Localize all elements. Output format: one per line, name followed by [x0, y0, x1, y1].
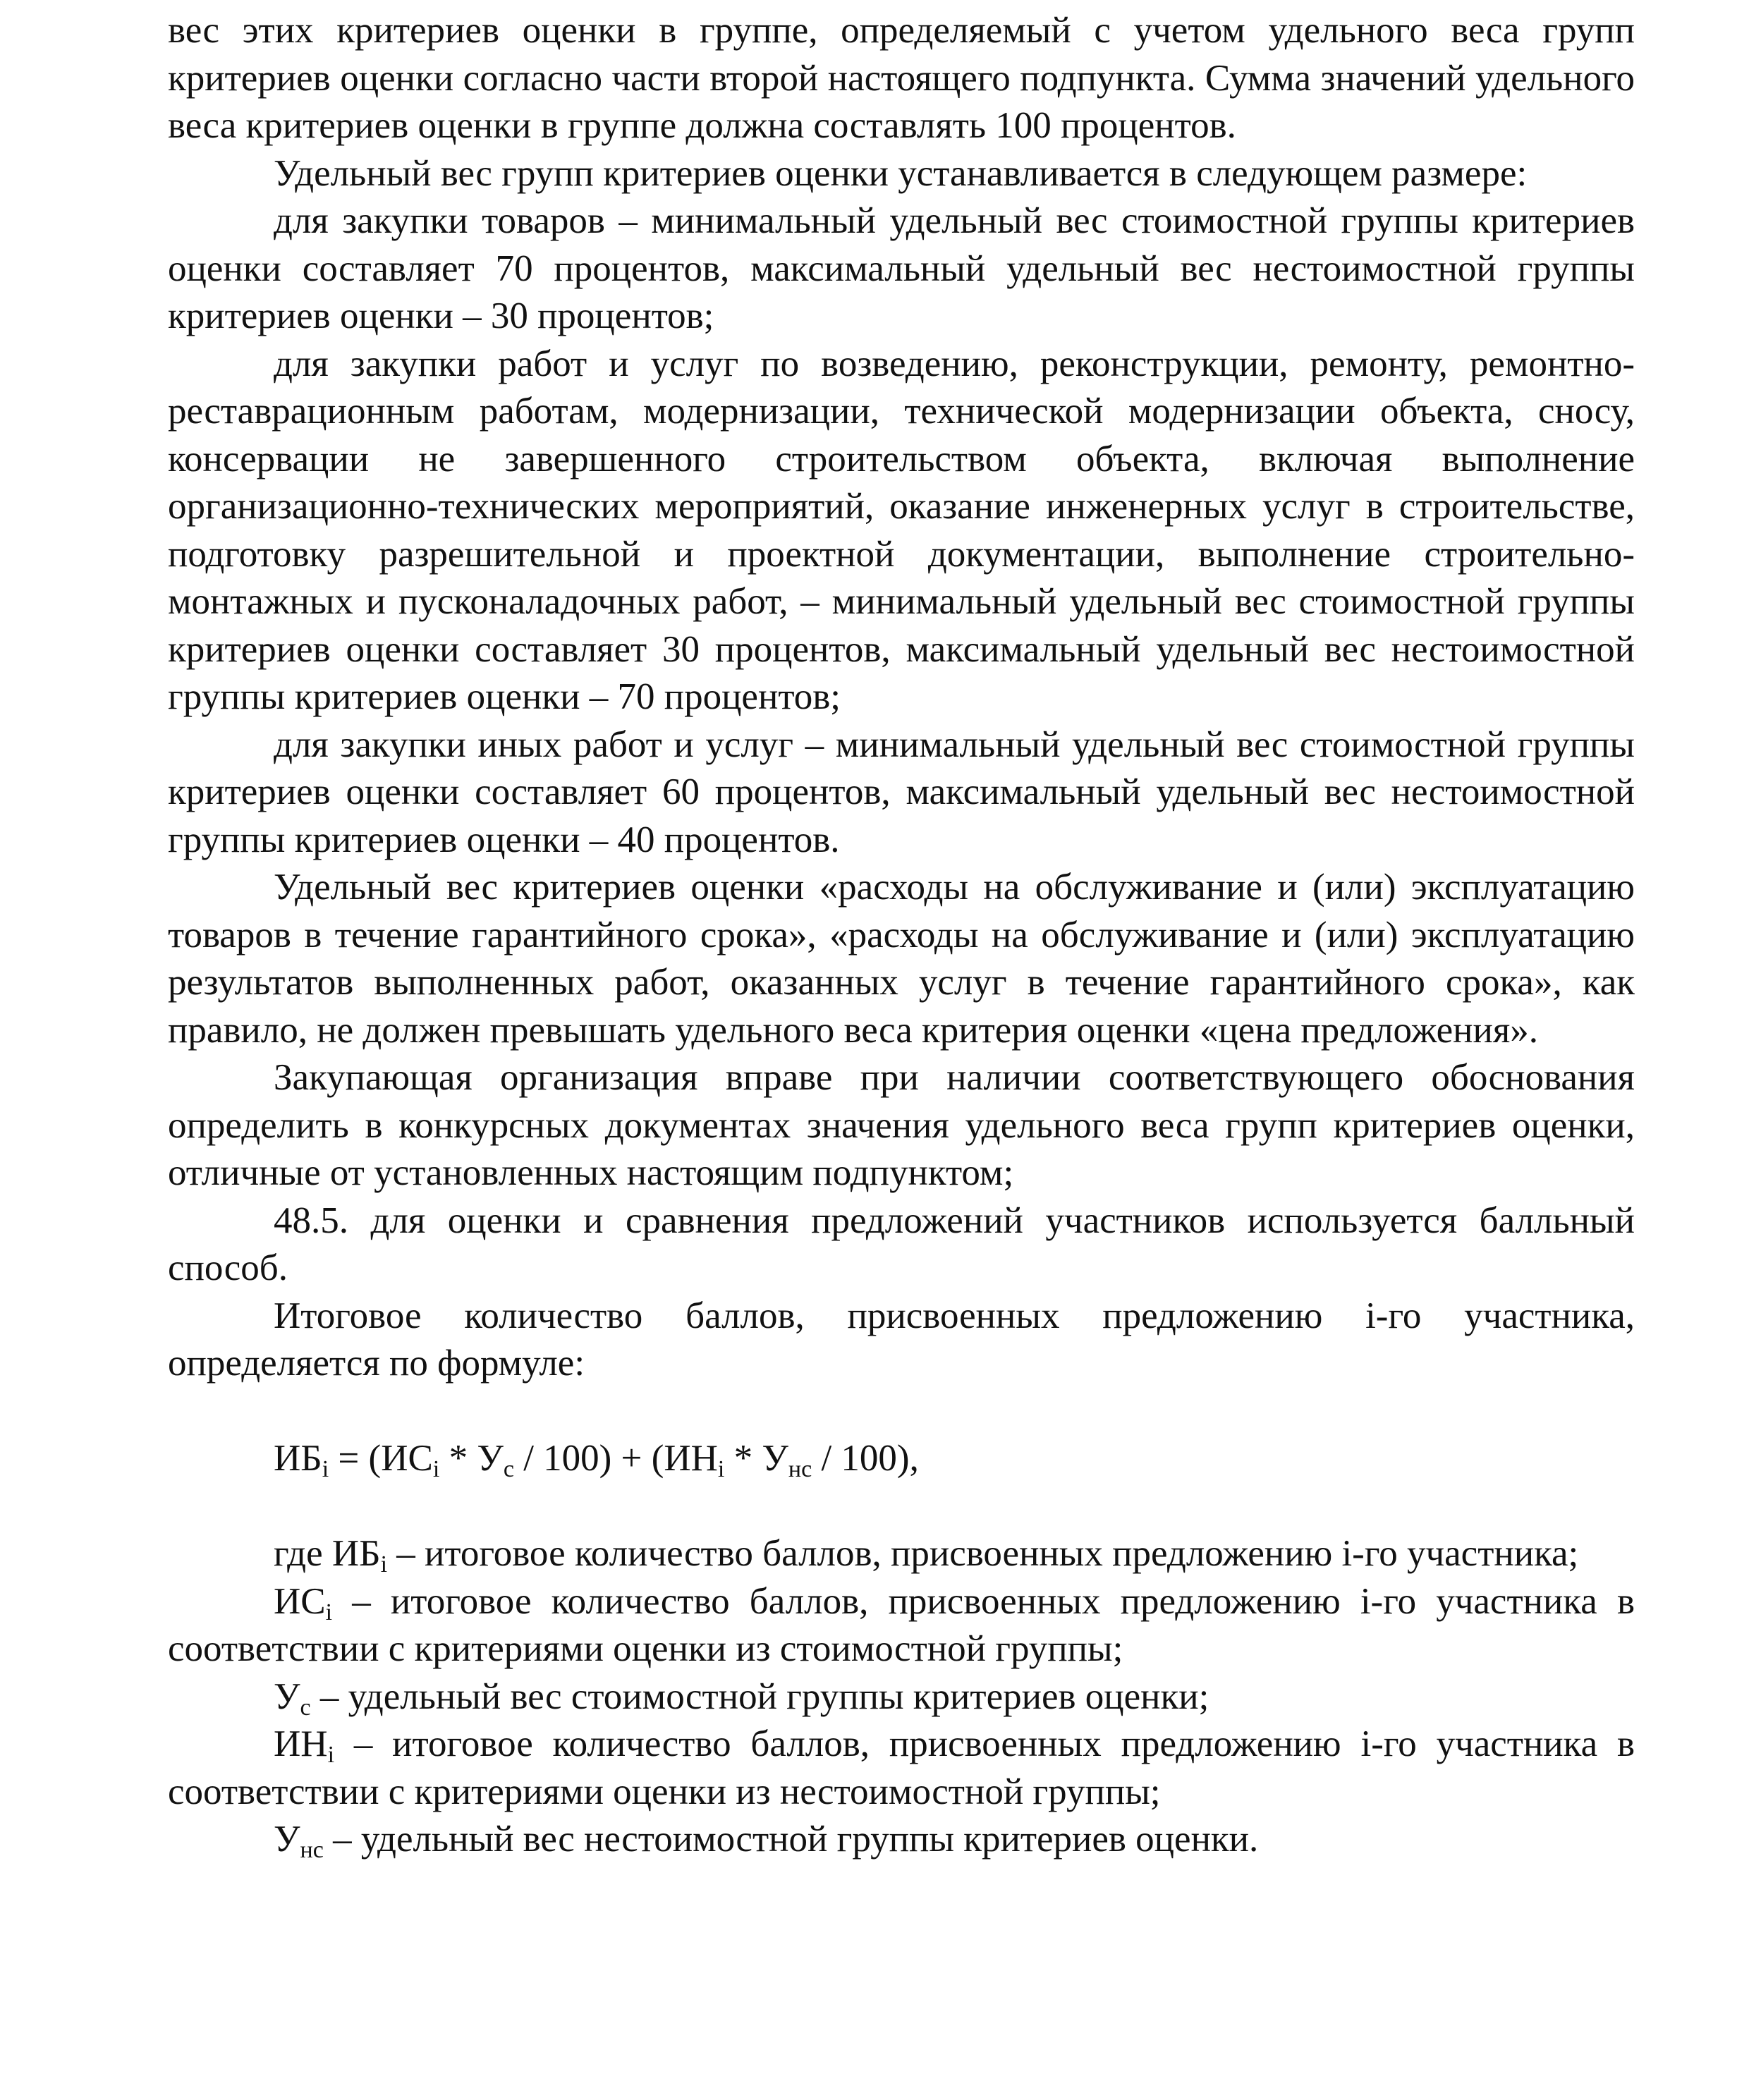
formula-is-subscript: i	[432, 1455, 440, 1482]
definition-symbol: ИН	[274, 1723, 328, 1764]
formula-in: ИН	[664, 1437, 718, 1479]
definition-symbol: ИС	[274, 1580, 326, 1622]
paragraph-group-weight-intro: Удельный вес групп критериев оценки устанавливается в следующем размере:	[274, 152, 1528, 194]
paragraph-other-works-weights: для закупки иных работ и услуг – минимальный удельный вес стоимостной группы критериев оценки составляет 60 процентов, максимальный удельный вес нестоимостной группы критериев оценки – 40 процентов.	[168, 724, 1635, 860]
document-page	[168, 7, 1635, 1864]
definition-subscript: i	[325, 1599, 333, 1625]
definition-text: – итоговое количество баллов, присвоенных предложению i-го участника;	[387, 1533, 1579, 1574]
definition-text: – удельный вес нестоимостной группы критериев оценки.	[323, 1819, 1259, 1860]
definition-subscript: i	[380, 1551, 388, 1577]
definition-symbol: ИБ	[331, 1533, 381, 1574]
definition-subscript: с	[300, 1694, 311, 1721]
formula-part: *	[439, 1437, 477, 1479]
formula-unc: У	[762, 1437, 788, 1479]
formula-unc-subscript: нс	[788, 1455, 812, 1482]
definition-subscript: нс	[300, 1837, 324, 1863]
definition-text: – удельный вес стоимостной группы критериев оценки;	[310, 1675, 1209, 1717]
paragraph-48-5: 48.5. для оценки и сравнения предложений участников используется балльный способ.	[168, 1199, 1635, 1288]
definition-text: – итоговое количество баллов, присвоенных предложению i-го участника в соответствии с критериями оценки из стоимостной группы;	[168, 1580, 1635, 1669]
paragraph-justification: Закупающая организация вправе при наличии соответствующего обоснования определить в конкурсных документах значения удельного веса групп критериев оценки, отличные от установленных настоящим подпунктом;	[168, 1057, 1635, 1193]
formula-part: *	[724, 1437, 762, 1479]
definition-in	[168, 1721, 1635, 1816]
definition-prefix: где	[274, 1533, 332, 1574]
formula-in-subscript: i	[717, 1455, 725, 1482]
definition-unc	[168, 1816, 1635, 1864]
formula-ib-subscript: i	[322, 1455, 329, 1482]
definition-is	[168, 1578, 1635, 1673]
definition-text: – итоговое количество баллов, присвоенных предложению i-го участника в соответствии с критериями оценки из нестоимостной группы;	[168, 1723, 1635, 1812]
paragraph-maintenance-costs: Удельный вес критериев оценки «расходы на обслуживание и (или) эксплуатацию товаров в течение гарантийного срока», «расходы на обслуживание и (или) эксплуатацию результатов выполненных работ, оказанных услуг в течение гарантийного срока», как правило, не должен превышать удельного веса критерия оценки «цена предложения».	[168, 867, 1635, 1051]
formula-is: ИС	[381, 1437, 433, 1479]
formula-part: / 100),	[812, 1437, 919, 1479]
paragraph-goods-weights: для закупки товаров – минимальный удельный вес стоимостной группы критериев оценки составляет 70 процентов, максимальный удельный вес нестоимостной группы критериев оценки – 30 процентов;	[168, 200, 1635, 336]
formula-uc: У	[477, 1437, 504, 1479]
formula-part: = (	[329, 1437, 382, 1479]
paragraph-weight-sum: вес этих критериев оценки в группе, определяемый с учетом удельного веса групп критериев оценки согласно части второй настоящего подпункта. Сумма значений удельного веса критериев оценки в группе должна составлять 100 процентов.	[168, 10, 1635, 146]
scoring-formula	[168, 1388, 1635, 1531]
definition-subscript: i	[327, 1742, 335, 1768]
definition-symbol: У	[274, 1819, 300, 1860]
definition-ib	[168, 1530, 1635, 1578]
paragraph-formula-intro: Итоговое количество баллов, присвоенных предложению i-го участника, определяется по формуле:	[168, 1295, 1635, 1384]
definition-symbol: У	[274, 1675, 300, 1717]
formula-uc-subscript: с	[503, 1455, 514, 1482]
formula-ib: ИБ	[274, 1437, 322, 1479]
formula-part: / 100) + (	[513, 1437, 664, 1479]
definition-uc	[168, 1673, 1635, 1721]
paragraph-construction-weights: для закупки работ и услуг по возведению, реконструкции, ремонту, ремонтно-реставрационным работам, модернизации, технической модернизации объекта, сносу, консервации не завершенного строительством объекта, включая выполнение организационно-технических мероприятий, оказание инженерных услуг в строительстве, подготовку разрешительной и проектной документации, выполнение строительно-монтажных и пусконаладочных работ, – минимальный удельный вес стоимостной группы критериев оценки составляет 30 процентов, максимальный удельный вес нестоимостной группы критериев оценки – 70 процентов;	[168, 343, 1635, 717]
